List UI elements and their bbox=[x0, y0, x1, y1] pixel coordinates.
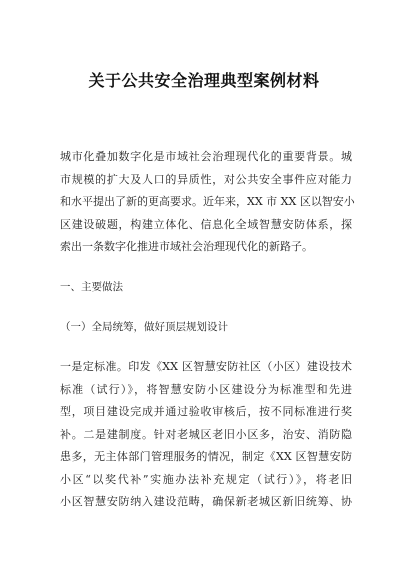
intro-line: 区建设破题，构建立体化、信息化全域智慧安防体系，探 bbox=[60, 217, 352, 231]
body-line: 患多，无主体部门管理服务的情况，制定《XX 区智慧安防 bbox=[60, 450, 352, 463]
body-paragraph bbox=[60, 356, 352, 514]
subsection-heading: （一）全局统筹，做好顶层规划设计 bbox=[60, 321, 228, 333]
body-line: 标准（试行）》，将智慧安防小区建设分为标准型和先进 bbox=[60, 382, 352, 396]
body-line: 补。二是建制度。针对老城区老旧小区多，治安、消防隐 bbox=[60, 427, 352, 441]
body-line: 型，项目建设完成并通过验收审核后，按不同标准进行奖 bbox=[60, 405, 352, 418]
body-line: 小区“以奖代补”实施办法补充规定（试行）》，将老旧 bbox=[60, 472, 352, 486]
body-line: 一是定标准。印发《XX 区智慧安防社区（小区）建设技术 bbox=[60, 360, 352, 373]
intro-line: 和水平提出了新的更高要求。近年来，XX 市 XX 区以智安小 bbox=[60, 195, 355, 208]
intro-paragraph bbox=[60, 146, 355, 259]
intro-line: 城市化叠加数字化是市域社会治理现代化的重要背景。城 bbox=[60, 150, 352, 163]
section-heading: 一、主要做法 bbox=[60, 281, 123, 293]
intro-line: 索出一条数字化推进市域社会治理现代化的新路子。 bbox=[60, 240, 313, 253]
body-line: 小区智慧安防纳入建设范畴，确保新老城区新旧统筹、协 bbox=[60, 495, 352, 508]
intro-line: 市规模的扩大及人口的异质性，对公共安全事件应对能力 bbox=[60, 172, 352, 186]
document-title: 关于公共安全治理典型案例材料 bbox=[88, 71, 320, 90]
